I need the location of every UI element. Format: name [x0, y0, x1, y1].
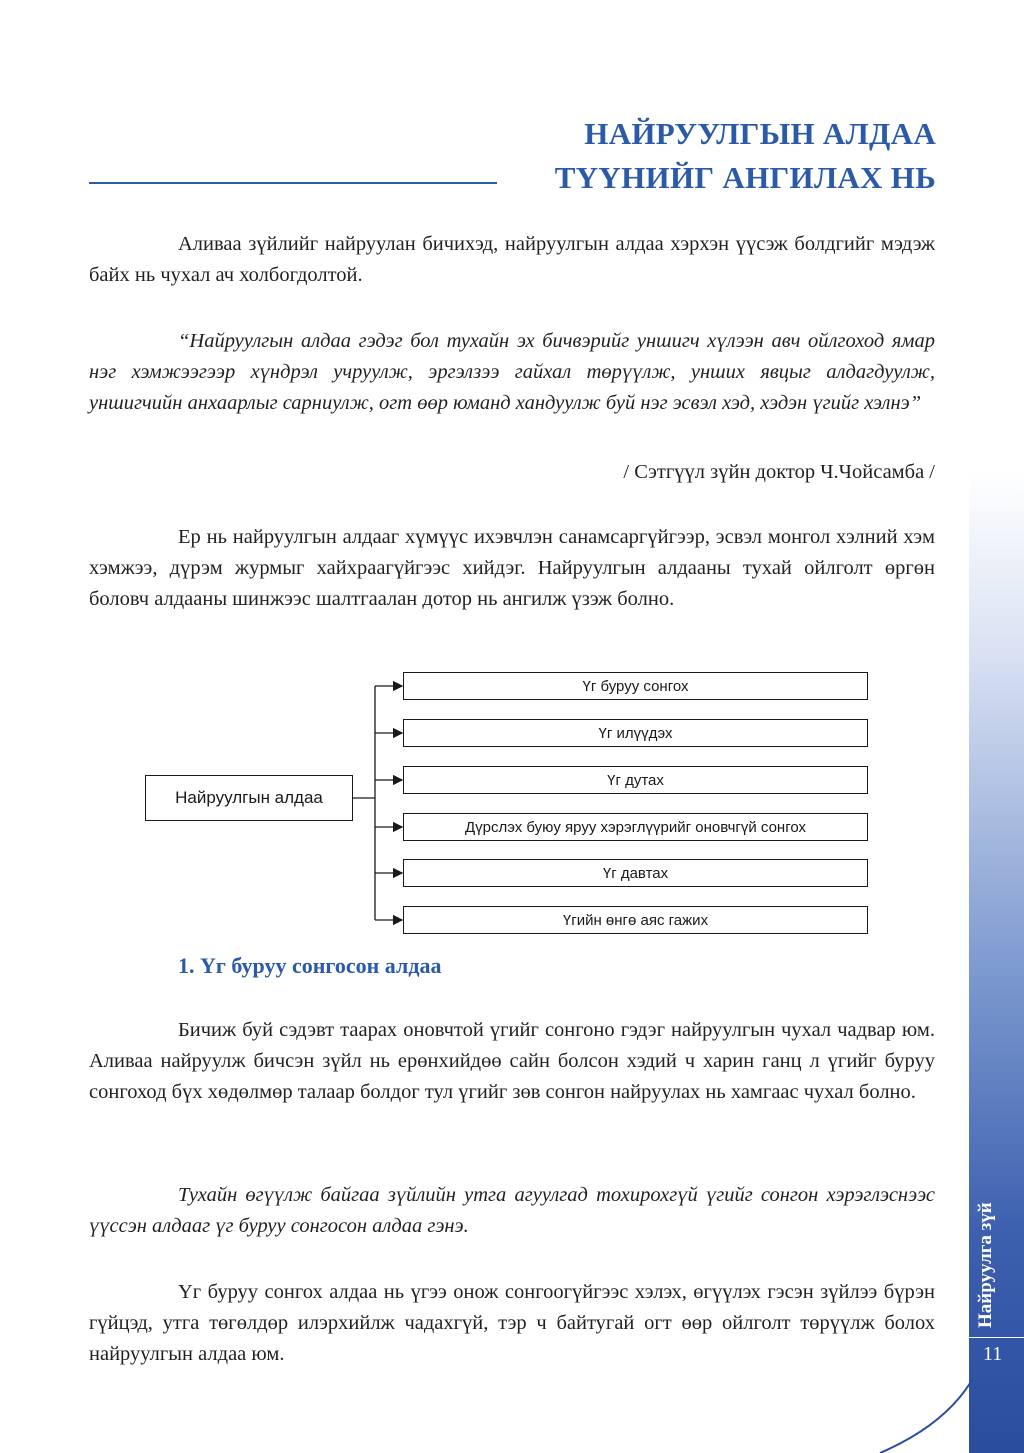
- general-paragraph: Ер нь найруулгын алдааг хүмүүс ихэвчлэн санамсаргүйгээр, эсвэл монгол хэлний хэм хэмжээ, дүрэм журмыг хайхраагүйгээс хийдэг. Найруулгын алдааны тухай ойлголт өргөн боловч алдааны шинжээс шалтгаалан дотор нь ангилж үзэж болно.: [89, 526, 935, 610]
- diagram-branch-3: Үг дутах: [403, 766, 868, 794]
- title-rule: [89, 182, 497, 184]
- page-number: 11: [983, 1343, 1003, 1365]
- diagram-branch-2: Үг илүүдэх: [403, 719, 868, 747]
- diagram-branch-6: Үгийн өнгө аяс гажих: [403, 906, 868, 934]
- page-number-rule: [969, 1337, 1024, 1338]
- page-title-line-2: ТҮҮНИЙГ АНГИЛАХ НЬ: [554, 160, 936, 195]
- diagram-branch-5: Үг давтах: [403, 859, 868, 887]
- section-1-definition: Тухайн өгүүлж байгаа зүйлийн утга агуулгад тохирохгүй үгийг сонгон хэрэглэснээс үүссэн алдааг үг буруу сонгосон алдаа гэнэ.: [89, 1184, 935, 1237]
- quote-attribution: / Сэтгүүл зүйн доктор Ч.Чойсамба /: [623, 461, 935, 483]
- intro-paragraph: Аливаа зүйлийг найруулан бичихэд, найруулгын алдаа хэрхэн үүсэж болдгийг мэдэж байх нь чухал ач холбогдолтой.: [89, 233, 935, 286]
- diagram-branch-1: Үг буруу сонгох: [403, 672, 868, 700]
- page-title-line-1: НАЙРУУЛГЫН АЛДАА: [584, 116, 936, 151]
- section-1-paragraph-2: Үг буруу сонгох алдаа нь үгээ онож сонгоогүйгээс хэлэх, өгүүлэх гэсэн зүйлээ бүрэн гүйцэд, утга төгөлдөр илэрхийлж чадахгүй, тэр ч байтугай огт өөр ойлголт төрүүлж болох найруулгын алдаа юм.: [89, 1281, 935, 1365]
- diagram-root-box: Найруулгын алдаа: [145, 775, 353, 821]
- quote-paragraph: “Найруулгын алдаа гэдэг бол тухайн эх бичвэрийг уншигч хүлээн авч ойлгоход ямар нэг хэмжээгээр хүндрэл учруулж, эргэлзээ гайхал төрүүлж, унших явцыг алдагдуулж, уншигчийн анхаарлыг сарниулж, огт өөр юманд хандуулж буй нэг эсвэл хэд, хэдэн үгийг хэлнэ”: [89, 330, 935, 414]
- section-1-heading: 1. Үг буруу сонгосон алдаа: [178, 953, 442, 978]
- diagram-branch-4: Дүрслэх буюу яруу хэрэглүүрийг оновчгүй сонгох: [403, 813, 868, 841]
- section-1-paragraph-1: Бичиж буй сэдэвт таарах оновчтой үгийг сонгоно гэдэг найруулгын чухал чадвар юм. Аливаа найруулж бичсэн зүйл нь ерөнхийдөө сайн болсон хэдий ч харин ганц л үгийг буруу сонгоход бүх хөдөлмөр талаар болдог тул үгийг зөв сонгон найруулах нь хамгаас чухал болно.: [89, 1019, 935, 1103]
- side-tab-label: [975, 1288, 1015, 1328]
